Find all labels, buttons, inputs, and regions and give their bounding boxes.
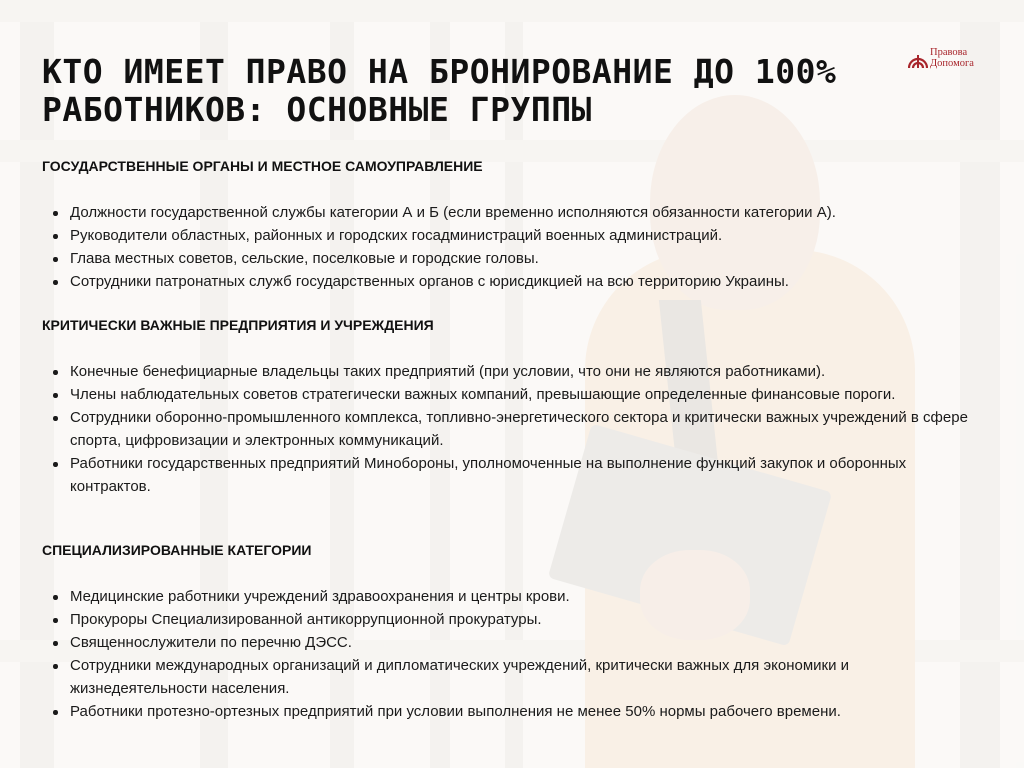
logo-text-line1: Правова: [930, 47, 968, 58]
list-item: Сотрудники международных организаций и дипломатических учреждений, критически важных для экономики и жизнедеятельности населения.: [42, 654, 982, 700]
list-item: Члены наблюдательных советов стратегически важных компаний, превышающие определенные финансовые пороги.: [42, 383, 982, 406]
section-government: [42, 157, 982, 293]
brand-logo: [908, 47, 988, 71]
section-heading: ГОСУДАРСТВЕННЫЕ ОРГАНЫ И МЕСТНОЕ САМОУПРАВЛЕНИЕ: [42, 158, 483, 174]
section-heading: СПЕЦИАЛИЗИРОВАННЫЕ КАТЕГОРИИ: [42, 542, 312, 558]
bullet-list: [42, 201, 982, 293]
section-critical-enterprises: [42, 316, 982, 498]
list-item: Сотрудники оборонно-промышленного комплекса, топливно-энергетического сектора и критически важных учреждений в сфере спорта, цифровизации и электронных коммуникаций.: [42, 406, 982, 452]
bullet-list: [42, 585, 982, 723]
list-item: Должности государственной службы категории А и Б (если временно исполняются обязанности категории А).: [42, 201, 982, 224]
page-title: КТО ИМЕЕТ ПРАВО НА БРОНИРОВАНИЕ ДО 100% РАБОТНИКОВ: ОСНОВНЫЕ ГРУППЫ: [42, 52, 837, 129]
bullet-list: [42, 360, 982, 498]
logo-text-line2: Допомога: [930, 58, 974, 69]
list-item: Работники государственных предприятий Минобороны, уполномоченные на выполнение функций закупок и оборонных контрактов.: [42, 452, 982, 498]
list-item: Сотрудники патронатных служб государственных органов с юрисдикцией на всю территорию Украины.: [42, 270, 982, 293]
arch-logo-icon: [908, 49, 928, 69]
list-item: Конечные бенефициарные владельцы таких предприятий (при условии, что они не являются работниками).: [42, 360, 982, 383]
list-item: Работники протезно-ортезных предприятий при условии выполнения не менее 50% нормы рабочего времени.: [42, 700, 982, 723]
list-item: Прокуроры Специализированной антикоррупционной прокуратуры.: [42, 608, 982, 631]
list-item: Руководители областных, районных и городских госадминистраций военных администраций.: [42, 224, 982, 247]
list-item: Священнослужители по перечню ДЭСС.: [42, 631, 982, 654]
list-item: Медицинские работники учреждений здравоохранения и центры крови.: [42, 585, 982, 608]
section-specialized: [42, 541, 982, 723]
section-heading: КРИТИЧЕСКИ ВАЖНЫЕ ПРЕДПРИЯТИЯ И УЧРЕЖДЕНИЯ: [42, 317, 434, 333]
list-item: Глава местных советов, сельские, поселковые и городские головы.: [42, 247, 982, 270]
